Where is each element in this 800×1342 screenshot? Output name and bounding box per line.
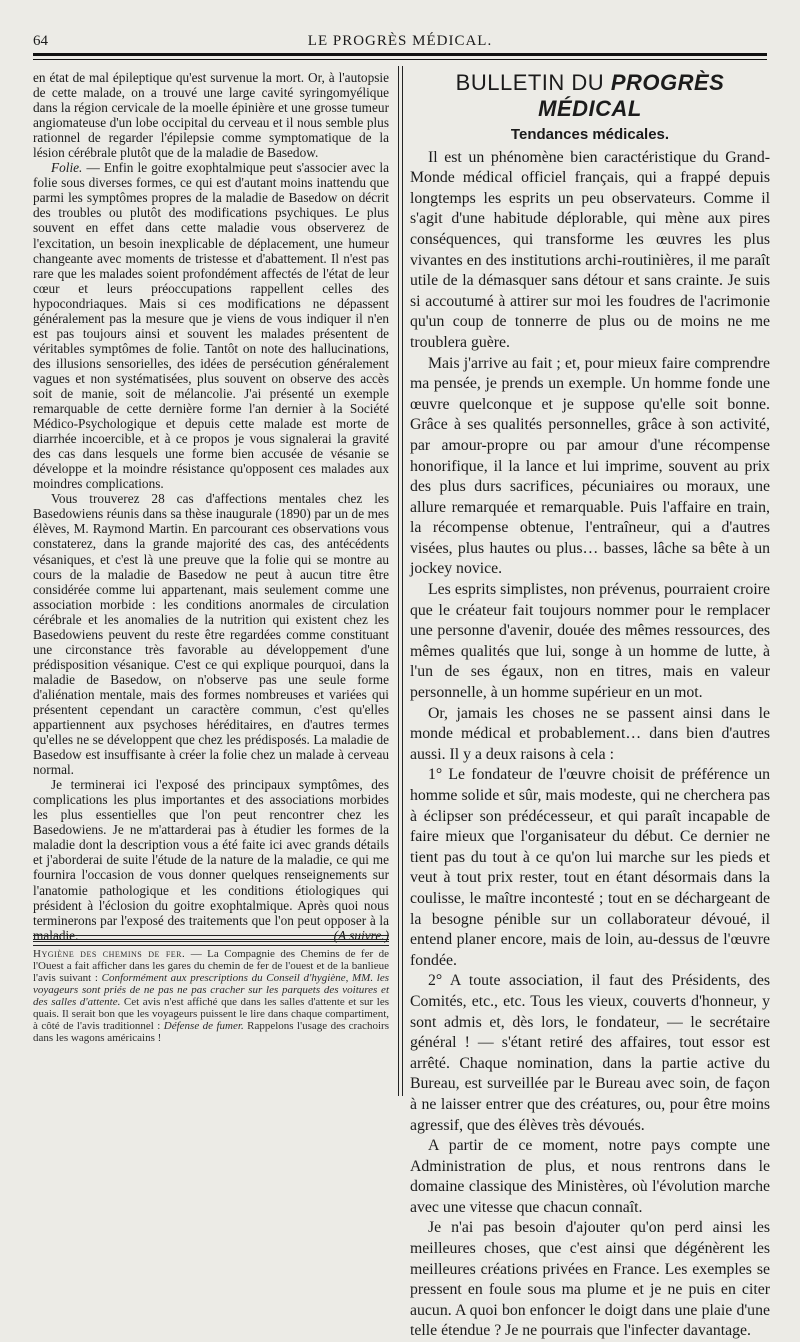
right-paragraph-8: Je n'ai pas besoin d'ajouter qu'on perd ainsi les meilleures choses, que c'est ainsi que dégénèrent les meilleures créations privées en France. Les exemples se pressent en foule sous ma plume et je ne puis en citer aucun. A quoi bon enfoncer le doigt dans une plaie d'une telle étendue ? Je ne pourrais que l'infecter davantage. — [410, 1219, 770, 1340]
to-be-continued: (A suivre.) — [333, 927, 389, 943]
right-column — [410, 70, 770, 1342]
right-paragraph-1: Il est un phénomène bien caractéristique du Grand-Monde médical officiel français, qui a frappé depuis longtemps les esprits un peu observateurs. Comme il s'agit d'une habitude déplorable, qui mène aux pires conséquences, qui transforme les œuvres les plus vivantes en des institutions archi-routinières, il me paraît utile de la démasquer sans détour et sans crainte. Je suis si accoutumé à attirer sur moi les foudres de l'acrimonie qu'un coup de tonnerre de plus ou de moins ne me troublera guère. — [410, 148, 770, 351]
left-paragraph-2-text: — Enfin le goitre exophtalmique peut s'associer avec la folie sous diverses formes, ce qui est d'autant moins inattendu que parmi les symptômes propres de la maladie de Basedow on décrit des troubles ou plutôt des modifications psychiques. Le plus souvent en effet dans cette maladie vous observerez de l'excitation, un besoin inexplicable de déplacement, une humeur changeante avec moments de tristesse et d'abattement. Il n'est pas rare que les malades soient profondément affectés de l'état de leur cœur et leurs préoccupations rappellent celles des hypocondriaques. Mais si ces modifications ne dépassent généralement pas la mesure que je viens de vous indiquer il n'en est pas toujours ainsi et souvent les malades présentent de véritables symptômes de folie. Tantôt on note des hallucinations, des illusions sensorielles, des idées de persécution généralement vagues et non systématisées, plus souvent on observe des accès soit de manie, soit de mélancolie. J'ai présenté un exemple remarquable de cette dernière forme l'an dernier à la Société Médico-Psychologique et depuis cette malade est morte de diarrhée incoercible, et à ce propos je vous signalerai la gravité des cas dans lesquels une forme bien accusée de vésanie se développe et la moindre résistance qu'opposent ces malades aux moindres complications. — [33, 160, 389, 492]
left-paragraph-1: en état de mal épileptique qu'est survenue la mort. Or, à l'autopsie de cette malade, on a trouvé une large cavité syringomyélique dans la région cervicale de la moelle épinière et une grosse tumeur angiomateuse d'un lobe occipital du cerveau et il nous semble plus rationnel de regarder l'épilepsie comme symptomatique de la lésion cérébrale plutôt que de la maladie de Basedow. — [33, 70, 389, 161]
left-paragraph-3: Vous trouverez 28 cas d'affections mentales chez les Basedowiens réunis dans sa thèse inaugurale (1890) par un de mes élèves, M. Raymond Martin. En parcourant ces observations vous constaterez, dans la grande majorité des cas, des antécédents vésaniques, et c'est là une preuve que la folie qui se montre au cours de la maladie de Basedow ne peut à aucun titre être considérée comme lui appartenant, mais seulement comme une association morbide : les conditions anormales de circulation cérébrale et les anomalies de la nutrition qui existent chez les Basedowiens peuvent du reste être regardées comme constituant une circonstance très favorable au développement d'une prédisposition vésanique. C'est ce qui explique pourquoi, dans la maladie de Basedow, on n'observe pas une seule forme d'aliénation mentale, mais des formes nombreuses et variées qui présentent cependant un caractère commun, c'est qu'elles appartiennent aux psychoses héréditaires, en d'autres termes qu'elles ne se développent que chez les prédisposés. La maladie de Basedow est insuffisante à créer la folie chez un malade à cerveau normal. — [33, 491, 389, 778]
right-paragraph-4: Or, jamais les choses ne se passent ainsi dans le monde médical et probablement… dans bien d'autres aussi. Il y a deux raisons à cela : — [410, 704, 770, 763]
right-paragraph-3: Les esprits simplistes, non prévenus, pourraient croire que le créateur fait toujours nommer pour le remplacer une personne d'avenir, douée des mêmes ressources, des mêmes qualités que lui, songe à un homme de lutte, à l'un de ses égaux, non en titres, mais en valeur personnelle, à un homme supérieur en un mot. — [410, 581, 770, 702]
left-paragraph-4-text: Je terminerai ici l'exposé des principaux symptômes, des complications les plus importantes et des associations morbides les plus essentielles que l'on peut rencontrer chez les Basedowiens. Je ne m'attarderai pas à étudier les formes de la maladie dont la description vous a été faite ici avec grands détails et j'aborderai de suite l'étude de la nature de la maladie, ce qui me fournira l'occasion de vous donner quelques renseignements sur l'anatomie pathologique et les conditions étiologiques qui président à l'éclosion du goitre exophtalmique. Après quoi nous terminerons par l'exposé des traitements que l'on peut opposer à la maladie. — [33, 777, 389, 943]
page-number: 64 — [33, 33, 48, 49]
bulletin-title — [410, 70, 770, 122]
note-text-before: — La Compagnie des Chemins de fer de l'Ouest a fait afficher dans les gares du chemin de fer de l'ouest et de la banlieue l'avis suivant : — [33, 948, 389, 985]
section-subtitle: Tendances médicales. — [510, 126, 670, 143]
footnote-rule-top — [33, 935, 389, 940]
header-rule — [33, 53, 767, 60]
footnote-rule-bottom — [33, 941, 389, 946]
right-paragraph-6: 2° A toute association, il faut des Présidents, des Comités, etc., etc. Tous les vieux, couverts d'honneur, y sont admis et, dès lors, le fondateur, — le secrétaire général ! — s'étant retiré des affaires, tout essor est arrêté. Chaque nomination, dans la partie active du Bureau, est surveillée par le Bureau avec soin, de façon à ne laisser entrer que des créatures, ou, pour être moins agressif, que des élèves très dévoués. — [410, 972, 770, 1134]
bulletin-journal-name: PROGRÈS MÉDICAL — [538, 70, 725, 121]
left-paragraph-4 — [33, 777, 389, 943]
hygiene-note — [33, 948, 389, 1044]
note-italic-quote: Conformément aux prescriptions du Conseil d'hygiène, MM. les voyageurs sont priés de ne pas ne pas cracher sur les parquets des voitures et des salles d'attente. — [33, 972, 389, 1009]
running-title: LE PROGRÈS MÉDICAL. — [307, 33, 493, 49]
column-divider — [398, 66, 403, 1096]
note-text-after: Rappelons l'usage des crachoirs dans les wagons américains ! — [33, 1020, 389, 1045]
left-column — [33, 70, 389, 943]
runon-heading-folie: Folie. — [51, 160, 83, 176]
bulletin-prefix: BULLETIN DU — [455, 70, 611, 95]
note-italic-defense: Défense de fumer. — [163, 1020, 244, 1033]
right-paragraph-5: 1° Le fondateur de l'œuvre choisit de préférence un homme solide et sûr, mais modeste, qui ne cherchera pas à éclipser son prédécesseur, et qui paraît incapable de faire mieux que l'organisateur du début. Ce dernier ne tient pas du tout à ce qu'on lui marche sur les pieds et veut à tout prix rester, tout en étant désormais dans la coulisse, le maître incontesté ; tout en se déchargeant de la besogne pénible sur un collaborateur dévoué, il entend planer encore, mais de loin, au-dessus de l'œuvre fondée. — [410, 766, 770, 969]
right-paragraph-2: Mais j'arrive au fait ; et, pour mieux faire comprendre ma pensée, je prends un exemple. Un homme fonde une œuvre quelconque et je suppose qu'elle soit bonne. Grâce à ses qualités personnelles, grâce à son activité, par amour-propre ou par amour d'une récompense honorifique, il la lance et lui imprime, souvent au prix des plus durs sacrifices, pécuniaires ou moraux, une allure remarquée et remarquable. Puis l'affaire en train, la récompense obtenue, l'entraîneur, qui a d'autres visées, plus hautes ou plus… basses, lâche sa bête à un jockey novice. — [410, 354, 770, 578]
note-text-middle: Cet avis n'est affiché que dans les salles d'attente et sur les quais. Il serait bon que les voyageurs puissent le lire dans chaque compartiment, à côté de l'avis traditionnel : — [33, 996, 389, 1033]
note-heading: Hygiène des chemins de fer. — [33, 948, 186, 960]
left-paragraph-2 — [33, 160, 389, 491]
right-paragraph-7: A partir de ce moment, notre pays compte une Administration de plus, et nous rentrons dans le domaine classique des Ministères, où l'évolution marche avec une vitesse que chacun connaît. — [410, 1137, 770, 1216]
